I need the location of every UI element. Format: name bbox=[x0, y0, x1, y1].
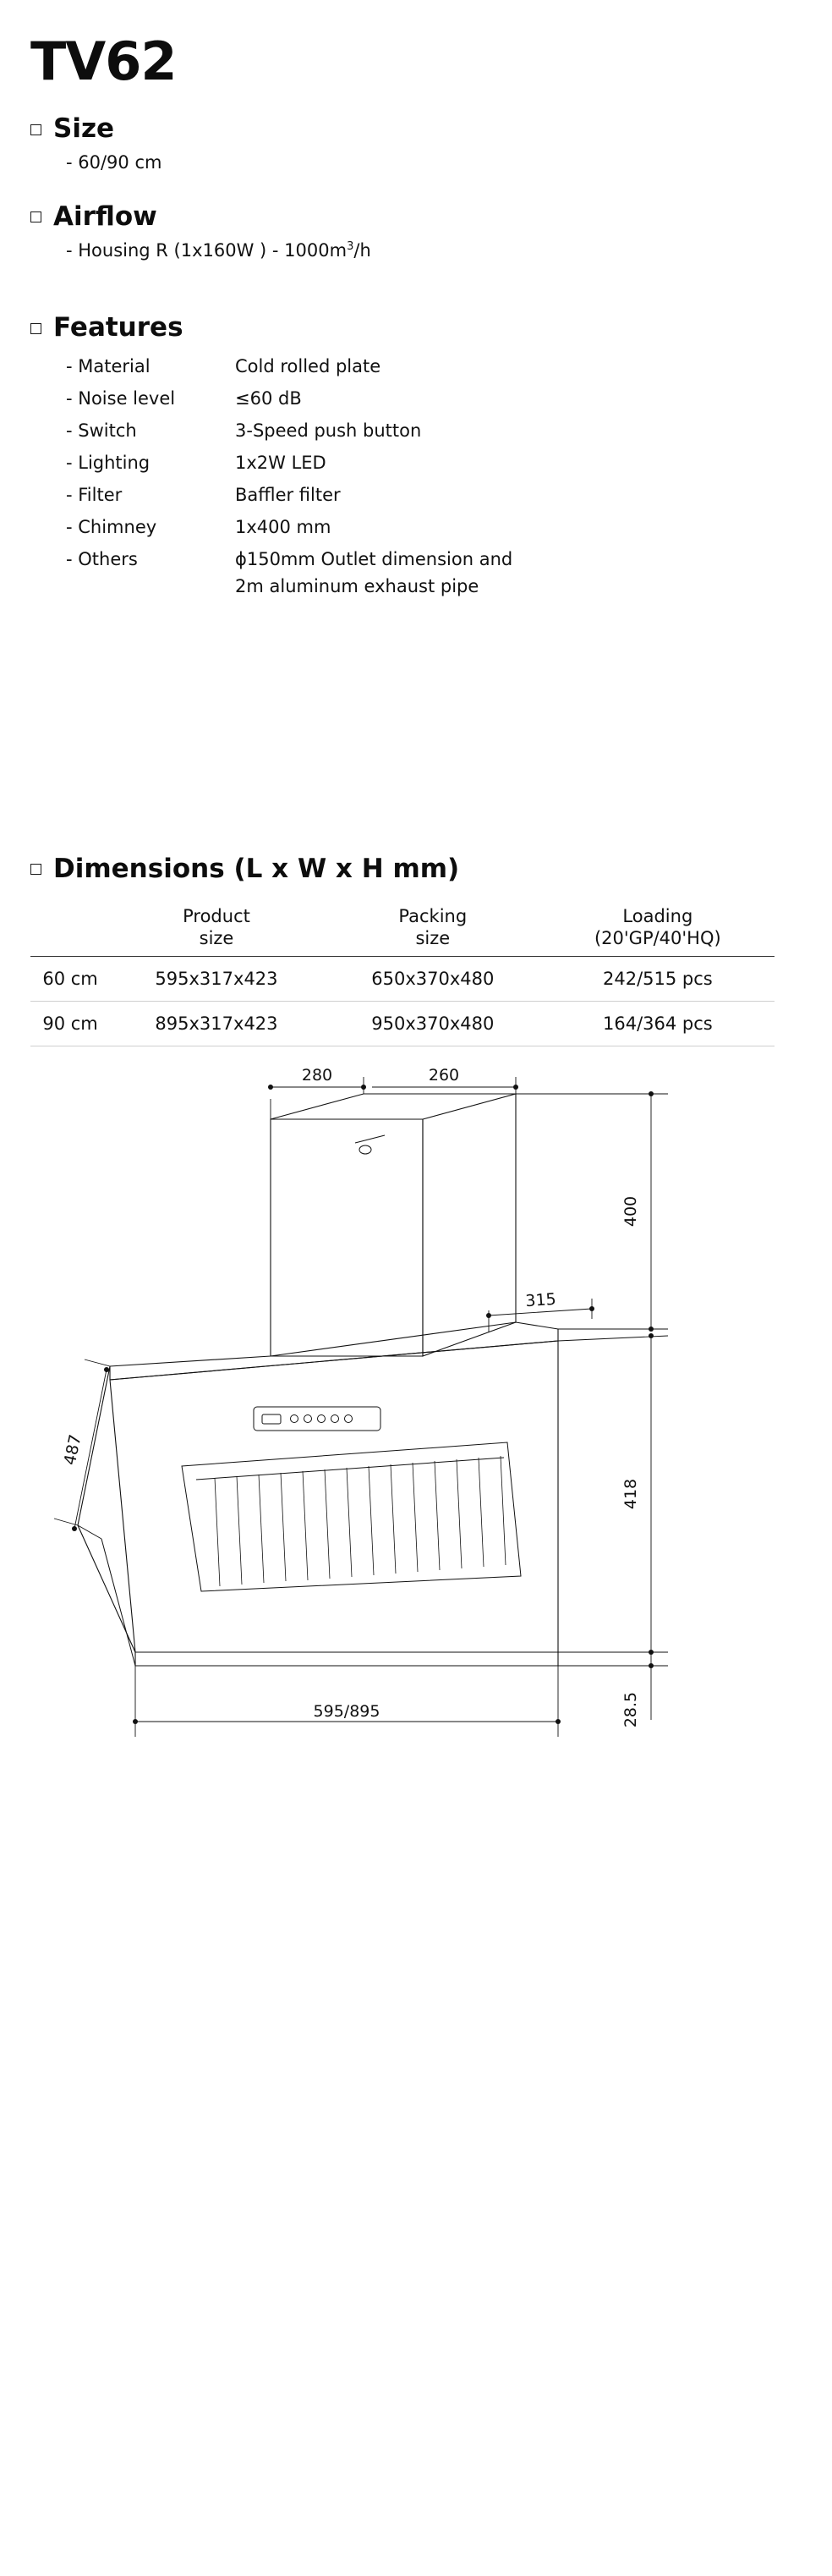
feature-row bbox=[66, 354, 832, 381]
feature-value bbox=[235, 418, 832, 445]
feature-value-line1: Baffler filter bbox=[235, 485, 341, 505]
column-header-line1: Product bbox=[183, 905, 250, 926]
section-size-body bbox=[30, 150, 832, 177]
section-airflow bbox=[0, 202, 832, 265]
column-header-line1: Packing bbox=[398, 905, 468, 926]
feature-value-line2: 2m aluminum exhaust pipe bbox=[235, 575, 479, 596]
square-bullet-icon bbox=[30, 323, 41, 334]
control-button-2 bbox=[304, 1415, 312, 1423]
airflow-value-post: /h bbox=[353, 239, 371, 261]
dim-label-280: 280 bbox=[301, 1068, 333, 1085]
row-label: 90 cm bbox=[30, 1002, 108, 1046]
feature-value bbox=[235, 514, 832, 541]
column-header-blank bbox=[30, 898, 108, 957]
cell-loading: 242/515 pcs bbox=[541, 957, 775, 1002]
chimney-front-face bbox=[271, 1119, 423, 1356]
feature-label: - Chimney bbox=[66, 516, 157, 537]
feature-value bbox=[235, 354, 832, 381]
feature-label: - Switch bbox=[66, 420, 137, 442]
filter-top-inner bbox=[196, 1458, 504, 1480]
feature-value bbox=[235, 547, 832, 601]
feature-row bbox=[66, 547, 832, 601]
section-airflow-header bbox=[30, 202, 832, 231]
control-button-5 bbox=[345, 1415, 353, 1423]
feature-value-line1: 1x400 mm bbox=[235, 516, 331, 537]
dim-dot bbox=[649, 1663, 654, 1668]
chimney-hole-detail bbox=[359, 1145, 371, 1154]
feature-row bbox=[66, 482, 832, 509]
feature-row bbox=[66, 418, 832, 445]
column-header-line2: (20'GP/40'HQ) bbox=[594, 927, 721, 948]
size-value: - 60/90 cm bbox=[66, 152, 162, 173]
chimney-top-edge bbox=[271, 1094, 516, 1119]
feature-label: - Material bbox=[66, 356, 151, 377]
feature-value bbox=[235, 386, 832, 413]
section-airflow-title: Airflow bbox=[53, 200, 157, 232]
control-button-3 bbox=[318, 1415, 326, 1423]
column-header-loading bbox=[541, 898, 775, 957]
column-header-packing-size bbox=[325, 898, 541, 957]
section-dimensions bbox=[0, 854, 832, 883]
dim-dot bbox=[649, 1333, 654, 1338]
section-airflow-body bbox=[30, 238, 832, 265]
dim-dot bbox=[556, 1719, 561, 1724]
feature-label: - Others bbox=[66, 548, 138, 569]
feature-value-line1: ≤60 dB bbox=[235, 388, 302, 409]
hood-top-rim bbox=[110, 1322, 558, 1366]
dim-label-overall-width: 595/895 bbox=[313, 1702, 380, 1722]
airflow-value bbox=[66, 238, 832, 265]
dim-dot bbox=[589, 1306, 594, 1311]
section-features bbox=[0, 313, 832, 600]
dim-label-285: 28.5 bbox=[621, 1692, 640, 1728]
column-header-product-size bbox=[108, 898, 325, 957]
feature-label: - Filter bbox=[66, 485, 123, 505]
range-hood-drawing-svg bbox=[0, 1068, 832, 1813]
cell-packing-size: 950x370x480 bbox=[325, 1002, 541, 1046]
square-bullet-icon bbox=[30, 864, 41, 875]
airflow-value-exponent: 3 bbox=[347, 239, 354, 253]
dim-dot bbox=[361, 1085, 366, 1090]
table-header-row bbox=[30, 898, 775, 957]
chimney-slot-detail bbox=[355, 1135, 385, 1143]
feature-row bbox=[66, 514, 832, 541]
dim-dot bbox=[104, 1367, 109, 1372]
dim-label-260: 260 bbox=[428, 1068, 460, 1085]
column-header-line2: size bbox=[199, 927, 234, 948]
feature-value-line1: 3-Speed push button bbox=[235, 420, 422, 442]
section-size bbox=[0, 114, 832, 177]
ext-line-487-bottom bbox=[54, 1519, 78, 1525]
feature-label: - Lighting bbox=[66, 453, 151, 474]
control-button-1 bbox=[291, 1415, 298, 1423]
feature-label: - Noise level bbox=[66, 388, 176, 409]
section-features-header bbox=[30, 313, 832, 342]
row-label: 60 cm bbox=[30, 957, 108, 1002]
hood-left-side-panel bbox=[78, 1366, 135, 1652]
cell-loading: 164/364 pcs bbox=[541, 1002, 775, 1046]
control-display bbox=[262, 1414, 281, 1424]
page-title: TV62 bbox=[30, 30, 177, 92]
dim-dot bbox=[649, 1326, 654, 1332]
column-header-line2: size bbox=[415, 927, 451, 948]
cell-product-size: 895x317x423 bbox=[108, 1002, 325, 1046]
control-button-4 bbox=[331, 1415, 339, 1423]
dim-label-315: 315 bbox=[524, 1289, 557, 1311]
dim-dot bbox=[486, 1313, 491, 1318]
airflow-value-pre: - Housing R (1x160W ) - 1000m bbox=[66, 239, 348, 261]
dim-dot bbox=[72, 1526, 77, 1531]
feature-row bbox=[66, 386, 832, 413]
dim-label-400: 400 bbox=[621, 1196, 640, 1228]
cell-product-size: 595x317x423 bbox=[108, 957, 325, 1002]
section-dimensions-title: Dimensions (L x W x H mm) bbox=[53, 853, 460, 884]
technical-drawing bbox=[0, 1068, 832, 1813]
feature-value-line1: 1x2W LED bbox=[235, 453, 326, 474]
features-list bbox=[30, 354, 832, 600]
hood-bottom-strip bbox=[135, 1652, 558, 1666]
dim-dot bbox=[513, 1085, 518, 1090]
dim-dot bbox=[268, 1085, 273, 1090]
feature-value bbox=[235, 482, 832, 509]
table-row bbox=[30, 957, 775, 1002]
section-features-title: Features bbox=[53, 312, 183, 343]
dim-label-418: 418 bbox=[621, 1479, 640, 1510]
section-size-header bbox=[30, 114, 832, 143]
table-row bbox=[30, 1002, 775, 1046]
section-dimensions-header bbox=[30, 854, 832, 883]
square-bullet-icon bbox=[30, 211, 41, 222]
column-header-line1: Loading bbox=[622, 905, 693, 926]
feature-row bbox=[66, 450, 832, 477]
hood-front-panel bbox=[110, 1341, 558, 1652]
dim-line-315 bbox=[489, 1309, 592, 1315]
dim-label-487: 487 bbox=[60, 1432, 85, 1467]
square-bullet-icon bbox=[30, 124, 41, 135]
dimensions-table bbox=[30, 898, 775, 1047]
chimney-side-face bbox=[423, 1094, 516, 1356]
section-size-title: Size bbox=[53, 113, 115, 145]
dimensions-table-head bbox=[30, 898, 775, 957]
feature-value-line1: Cold rolled plate bbox=[235, 356, 381, 377]
dim-dot bbox=[133, 1719, 138, 1724]
feature-value-line1: ɸ150mm Outlet dimension and bbox=[235, 548, 513, 569]
ext-line-487-top bbox=[85, 1359, 110, 1366]
feature-value bbox=[235, 450, 832, 477]
dimensions-table-body bbox=[30, 957, 775, 1046]
cell-packing-size: 650x370x480 bbox=[325, 957, 541, 1002]
dim-dot bbox=[649, 1091, 654, 1096]
